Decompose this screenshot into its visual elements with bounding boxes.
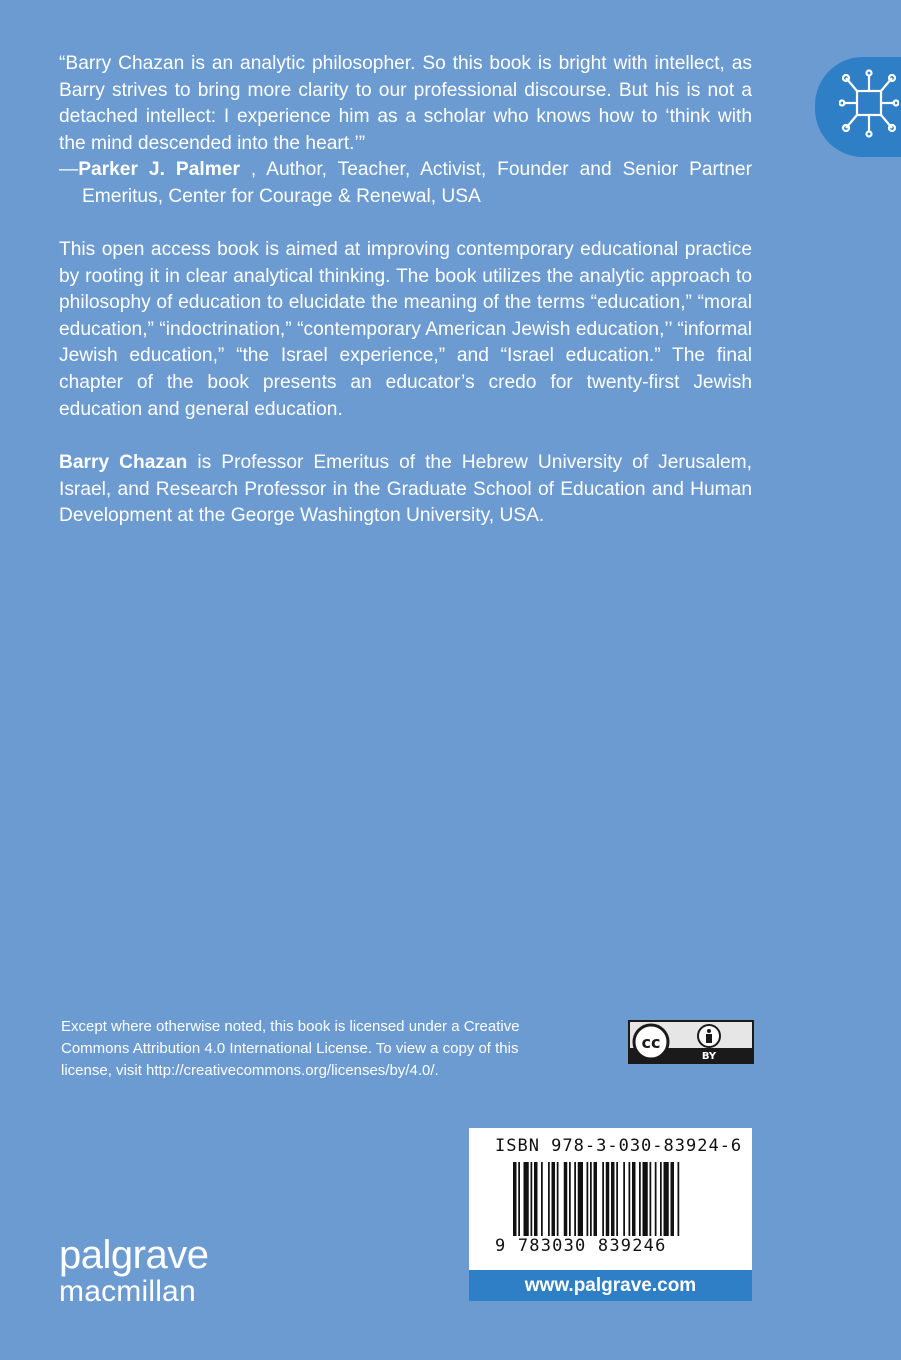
quote-author: Parker J. Palmer <box>78 159 240 181</box>
author-bio <box>59 450 752 530</box>
bio-text: is Professor Emeritus of the Hebrew University of Jerusalem, Israel, and Research Professor in the Graduate School of Education and Human Development at the George Washington University, USA. <box>59 452 752 527</box>
endorsement-quote <box>59 51 752 211</box>
isbn-label: ISBN 978-3-030-83924-6 <box>495 1136 743 1156</box>
publisher-line2: macmillan <box>59 1275 196 1308</box>
quote-attribution <box>59 157 752 210</box>
description-text: This open access book is aimed at improving contemporary educational practice by rooting it in clear analytical thinking. The book utilizes the analytic approach to philosophy of education to elucidate the meaning of the terms “education,” “moral education,” “indoctrination,” “contemporary American Jewish education,’’ “informal Jewish education,” “the Israel experience,” and “Israel education.” The final chapter of the book presents an educator’s credo for twenty-first Jewish education and general education. <box>59 239 752 420</box>
publisher-logo <box>59 1235 208 1309</box>
publisher-line1: palgrave <box>59 1233 209 1277</box>
license-notice: Except where otherwise noted, this book is licensed under a Creative Commons Attribution 4.0 International License. To view a copy of this license, visit http://creativecommons.org/licenses/by/4.0/. <box>61 1018 520 1079</box>
cc-by-license-badge <box>628 1020 754 1064</box>
by-label: BY <box>701 1051 717 1062</box>
isbn-digits: 9 783030 839246 <box>495 1236 667 1256</box>
network-node-icon <box>815 57 901 157</box>
bio-author-name: Barry Chazan <box>59 452 188 473</box>
quote-affiliation: , Author, Teacher, Activist, Founder and Senior Partner Emeritus, Center for Courage & Renewal, USA <box>82 159 752 207</box>
cc-glyph: cc <box>641 1033 661 1052</box>
book-description <box>59 237 752 423</box>
quote-text: “Barry Chazan is an analytic philosopher. So this book is bright with intellect, as Barry strives to bring more clarity to our professional discourse. But his is not a detached intellect: I experience him as a scholar who knows how to ‘think with the mind descended into the heart.’” <box>59 53 752 154</box>
publisher-website[interactable]: www.palgrave.com <box>469 1270 752 1301</box>
quote-dash: — <box>59 159 79 181</box>
isbn-barcode <box>469 1128 752 1270</box>
